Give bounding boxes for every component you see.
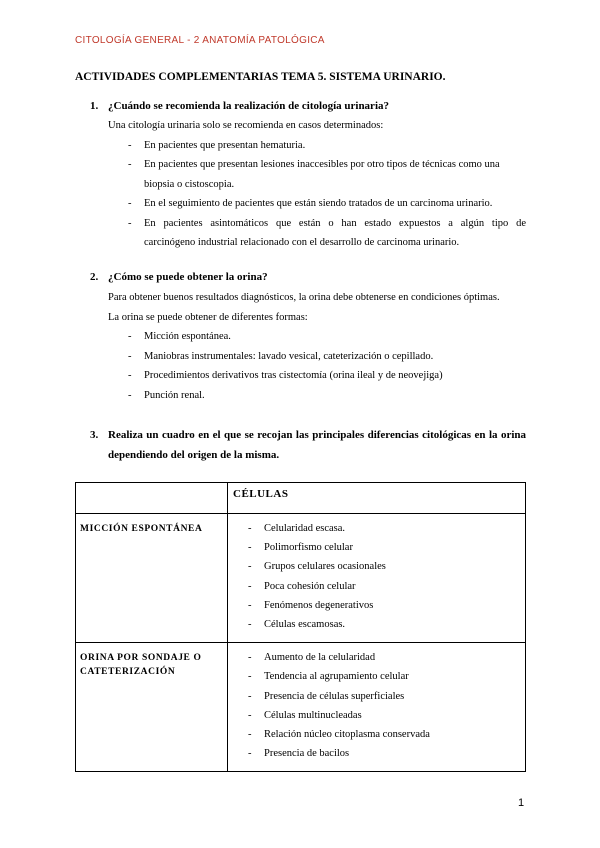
bullet-dash: - [248,690,252,702]
row-items [228,643,526,772]
list-item: - Células multinucleadas [228,706,525,725]
table-header-empty-cell [76,483,228,514]
row-items [228,514,526,643]
list-item: - En pacientes asintomáticos que están o han estado expuestos a algún tipo de [108,214,526,234]
bullet-dash: - [248,652,252,664]
list-item: - Relación núcleo citoplasma conservada [228,725,525,744]
bullet-dash: - [248,748,252,760]
question-2 [90,271,268,283]
bullet-dash: - [128,389,132,401]
bullet-dash: - [248,523,252,534]
bullet-dash: - [128,159,132,170]
list-item-continuation: carcinógeno industrial relacionado con el desarrollo de carcinoma urinario. [144,237,460,248]
question-text: ¿Cómo se puede obtener la orina? [108,271,268,283]
bullet-dash: - [248,618,252,630]
row-label: ORINA POR SONDAJE O CATETERIZACIÓN [76,643,228,772]
table-header-cell: CÉLULAS [228,483,526,514]
answer-intro: Una citología urinaria solo se recomienda en casos determinados: [108,120,384,131]
list-item: - En pacientes que presentan hematuria. [108,136,526,156]
question-3 [90,425,526,465]
list-item: - Tendencia al agrupamiento celular [228,667,525,686]
list-item: - Procedimientos derivativos tras cistectomía (orina ileal y de neovejiga) [108,366,526,386]
list-item: - En pacientes que presentan lesiones inaccesibles por otro tipos de técnicas como una [108,155,526,175]
list-item: - Micción espontánea. [108,327,526,347]
bullet-dash: - [248,671,252,683]
answer-2 [108,288,526,405]
list-item: - Grupos celulares ocasionales [228,557,525,576]
table-row [76,643,526,772]
list-item: - Presencia de bacilos [228,744,525,763]
answer-intro: La orina se puede obtener de diferentes formas: [108,311,308,323]
list-item-continuation: biopsia o cistoscopia. [144,178,235,190]
list-item: - Presencia de células superficiales [228,687,525,706]
answer-intro: Para obtener buenos resultados diagnósticos, la orina debe obtenerse en condiciones óptimas. [108,292,500,303]
bullet-dash: - [248,561,252,573]
list-item: - Celularidad escasa. [228,519,525,538]
question-number: 2. [90,271,99,283]
question-text: ¿Cuándo se recomienda la realización de citología urinaria? [108,100,389,112]
bullet-dash: - [248,542,252,554]
bullet-dash: - [248,709,252,721]
list-item: - Maniobras instrumentales: lavado vesical, cateterización o cepillado. [108,347,526,367]
bullet-dash: - [128,331,132,342]
table-row [76,514,526,643]
list-item: - En el seguimiento de pacientes que están siendo tratados de un carcinoma urinario. [108,194,526,214]
row-label: MICCIÓN ESPONTÁNEA [76,514,228,643]
bullet-dash: - [128,198,132,209]
bullet-dash: - [128,217,132,229]
list-item: - Fenómenos degenerativos [228,596,525,615]
question-number: 1. [90,100,99,112]
list-item: - Poca cohesión celular [228,577,525,596]
table-header-row [76,483,526,514]
list-item: - Polimorfismo celular [228,538,525,557]
bullet-dash: - [248,599,252,611]
answer-1 [108,116,526,253]
list-item: - Células escamosas. [228,615,525,634]
bullet-dash: - [128,370,132,381]
bullet-dash: - [248,728,252,740]
question-text: dependiendo del origen de la misma. [108,449,280,461]
list-item: - Aumento de la celularidad [228,648,525,667]
list-item: - Punción renal. [108,386,526,406]
question-text: Realiza un cuadro en el que se recojan las principales diferencias citológicas en la orina [108,429,526,441]
page-header: CITOLOGÍA GENERAL - 2 ANATOMÍA PATOLÓGICA [75,35,325,46]
question-number: 3. [90,429,99,441]
page-number: 1 [518,797,525,809]
bullet-dash: - [128,139,132,151]
bullet-dash: - [248,580,252,592]
question-1 [90,100,389,112]
comparison-table [75,482,526,772]
document-title: ACTIVIDADES COMPLEMENTARIAS TEMA 5. SISTEMA URINARIO. [75,71,446,83]
bullet-dash: - [128,350,132,362]
